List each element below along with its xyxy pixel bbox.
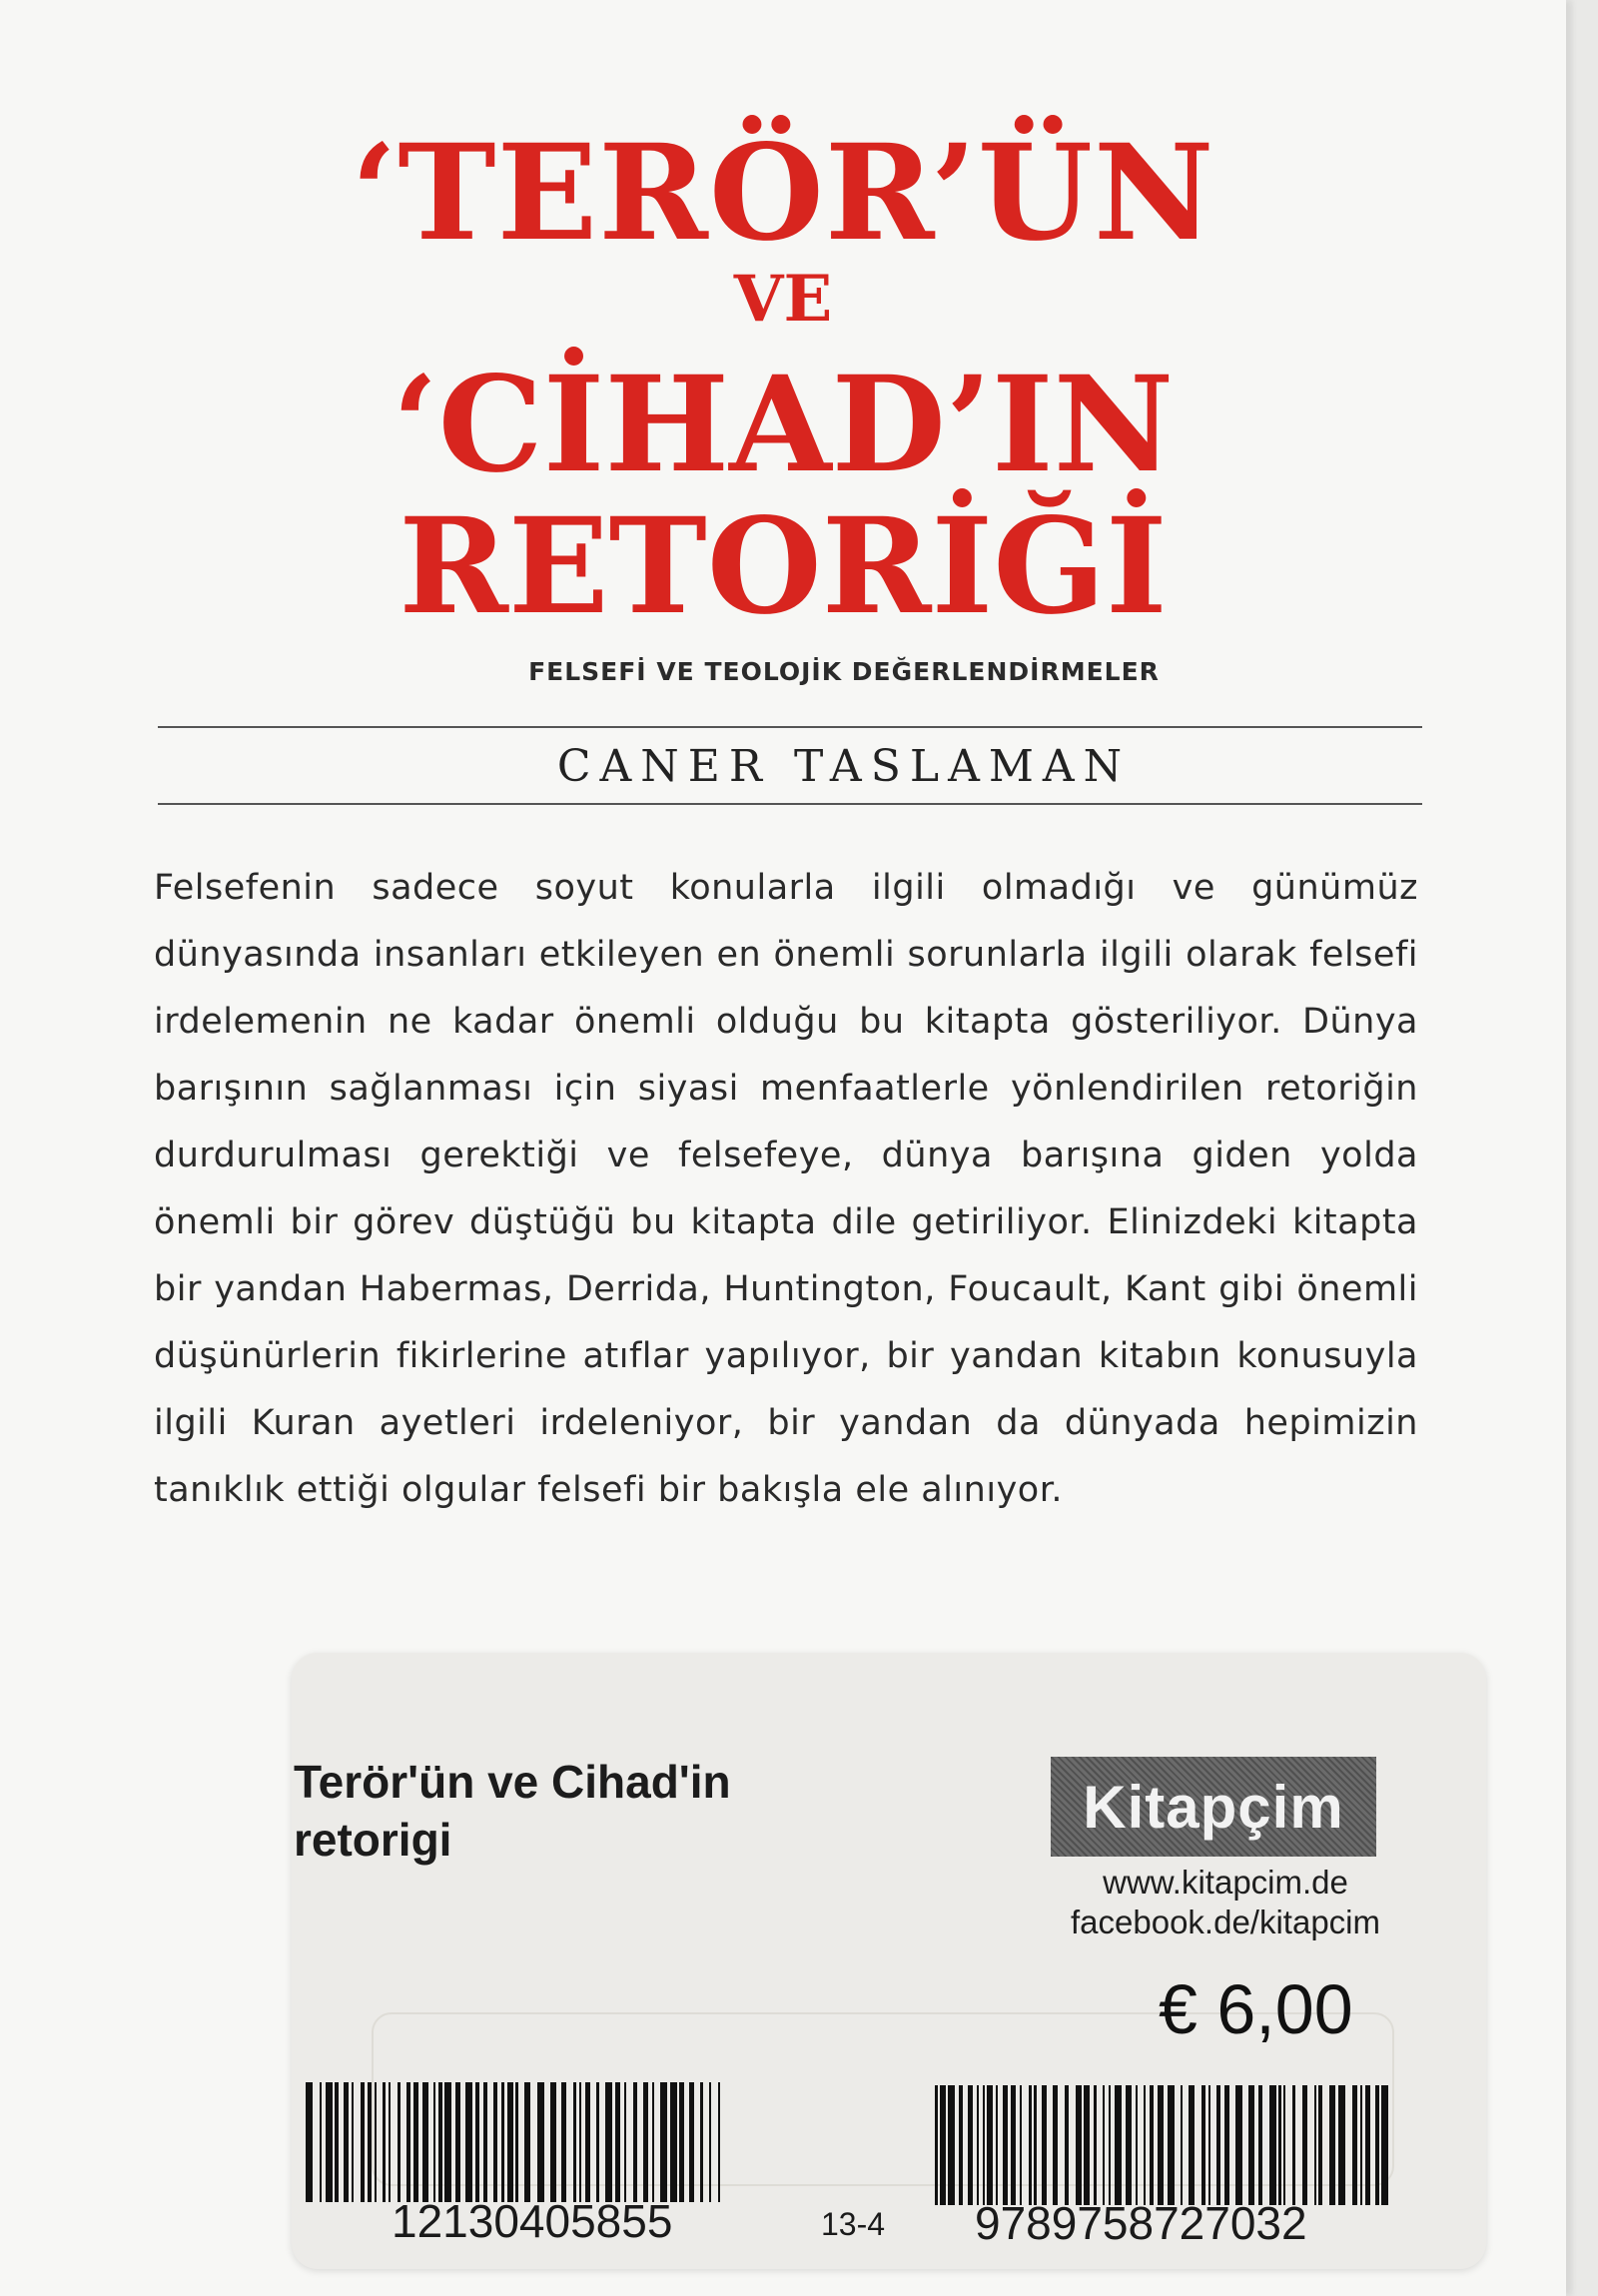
barcode-gap bbox=[1195, 2085, 1201, 2205]
barcode-gap bbox=[1307, 2085, 1314, 2205]
title-line-2: VE bbox=[733, 262, 833, 337]
kitapcim-logo bbox=[1051, 1757, 1376, 1857]
barcode-right-isbn bbox=[935, 2085, 1392, 2205]
barcode-bar bbox=[306, 2082, 313, 2202]
barcode-bar bbox=[444, 2082, 451, 2202]
barcode-gap bbox=[1322, 2085, 1329, 2205]
barcode-bar bbox=[660, 2082, 667, 2202]
barcode-gap bbox=[1022, 2085, 1029, 2205]
price-label: € 6,00 bbox=[1159, 1970, 1353, 2048]
barcode-gap bbox=[626, 2082, 633, 2202]
barcode-gap bbox=[1388, 2085, 1392, 2205]
barcode-bar bbox=[1338, 2085, 1345, 2205]
barcode-bar bbox=[537, 2082, 544, 2202]
barcode-bar bbox=[670, 2082, 677, 2202]
barcode-gap bbox=[1285, 2085, 1292, 2205]
barcode-gap bbox=[599, 2082, 606, 2202]
barcode-gap bbox=[1058, 2085, 1065, 2205]
barcode-gap bbox=[400, 2082, 407, 2202]
barcode-bar bbox=[1115, 2085, 1122, 2205]
barcode-gap bbox=[1262, 2085, 1269, 2205]
barcode-bar bbox=[326, 2082, 333, 2202]
barcode-bar bbox=[1168, 2085, 1175, 2205]
barcode-bar bbox=[465, 2082, 472, 2202]
barcode-left-number: 12130405855 bbox=[392, 2195, 673, 2247]
store-contact bbox=[1061, 1863, 1390, 1942]
barcode-gap bbox=[720, 2082, 727, 2202]
facebook-text: facebook.de/kitapcim bbox=[1070, 1904, 1380, 1940]
barcode-gap bbox=[313, 2082, 320, 2202]
title-line-1: ‘TERÖR’ÜN bbox=[351, 116, 1215, 271]
middle-code: 13-4 bbox=[821, 2206, 886, 2242]
blurb-text: Felsefenin sadece soyut konularla ilgili olmadığı ve günümüz dünyasında insanları etkileyen en önemli sorunlarla ilgili olarak felsefi irdelemenin ne kadar önemli olduğu bu kitapta gösteriliyor. Dünya barışının sağlanması için siyasi menfaatlerle yönlendirilen retoriğin durdurulması gerektiği ve felsefeye, dünya barışına giden yolda önemli bir görev düştüğü bu kitapta dile getiriliyor. Elinizdeki kitapta bir yandan Habermas, Derrida, Huntington, Foucault, Kant gibi önemli düşünürlerin fikirlerine atıflar yapılıyor, bir yandan kitabın konusuyla ilgili Kuran ayetleri irdeleniyor, bir yandan da dünyada hepimizin tanıklık ettiği olgular felsefi bir bakışla ele alınıyor. bbox=[154, 868, 1418, 1510]
barcode-gap bbox=[1047, 2085, 1054, 2205]
bottom-divider bbox=[158, 803, 1422, 805]
barcode-gap bbox=[530, 2082, 537, 2202]
title-line-3: ‘CİHAD’IN bbox=[392, 348, 1175, 502]
barcode-gap bbox=[711, 2082, 718, 2202]
barcode-gap bbox=[1295, 2085, 1302, 2205]
barcode-right-number: 9789758727032 bbox=[975, 2197, 1307, 2249]
barcode-gap bbox=[1345, 2085, 1352, 2205]
barcode-bar bbox=[1126, 2085, 1133, 2205]
author-name: CANER TASLAMAN bbox=[556, 741, 1132, 792]
barcode-gap bbox=[354, 2082, 361, 2202]
barcode-bar bbox=[948, 2085, 955, 2205]
barcode-bar bbox=[605, 2082, 612, 2202]
barcode-gap bbox=[566, 2082, 573, 2202]
logo-text: Kitapçim bbox=[1083, 1773, 1344, 1841]
barcode-gap bbox=[1069, 2085, 1076, 2205]
barcode-bar bbox=[1235, 2085, 1242, 2205]
website-text: www.kitapcim.de bbox=[1103, 1864, 1348, 1901]
barcode-bar bbox=[1269, 2085, 1276, 2205]
top-divider bbox=[158, 726, 1422, 728]
price-sticker bbox=[292, 1653, 1486, 2269]
sticker-book-title: Terör'ün ve Cihad'in retorigi bbox=[294, 1756, 731, 1866]
barcode-left bbox=[306, 2082, 727, 2202]
barcode-bar bbox=[1381, 2085, 1388, 2205]
barcode-gap bbox=[391, 2082, 398, 2202]
title-line-4: RETORİĞİ bbox=[399, 489, 1168, 644]
subtitle: FELSEFİ VE TEOLOJİK DEĞERLENDİRMELER bbox=[528, 657, 1160, 686]
